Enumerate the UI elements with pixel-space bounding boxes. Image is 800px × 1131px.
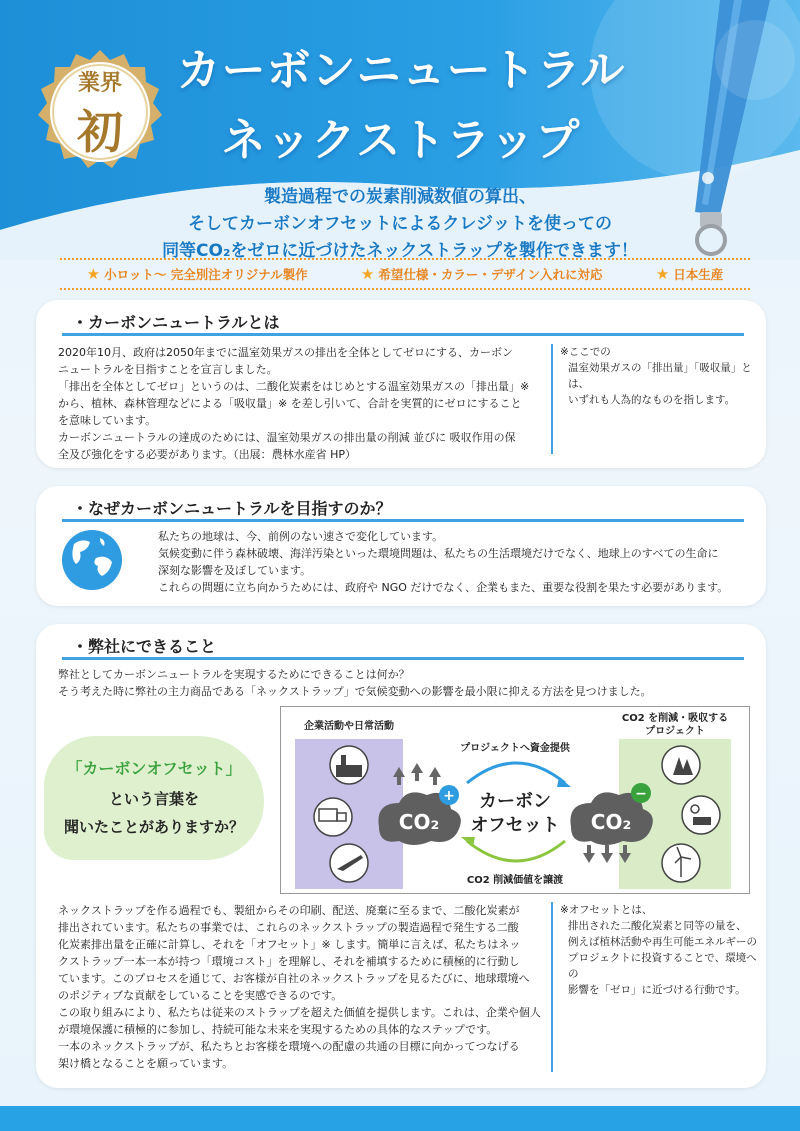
body-line: 化炭素排出量を正確に計算し、それを「オフセット」※ します。簡単に言えば、私たちはネッ [58, 938, 521, 951]
plus-icon: + [443, 788, 455, 804]
subtitle-line: 同等CO₂をゼロに近づけたネックストラップを製作できます！ [162, 241, 638, 261]
note-line: 影響を「ゼロ」に近づける行動です。 [568, 984, 746, 996]
note-line: いずれも人為的なものを指します。 [568, 394, 736, 406]
intro-line: そう考えた時に弊社の主力商品である「ネックストラップ」で気候変動への影響を最小限に抑える方法を見つけました。 [58, 685, 652, 698]
note-line: ※ここでの [560, 346, 611, 358]
divider [551, 344, 553, 454]
earth-icon [60, 528, 124, 592]
star-icon: ★ [360, 265, 375, 283]
body-line: 気候変動に伴う森林破壊、海洋汚染といった環境問題は、私たちの生活環境だけでなく、地球上のすべての生命に [158, 547, 719, 560]
body-line: 全及び強化をする必要があります。（出展：農林水産省 HP） [58, 448, 357, 461]
body-line: 深刻な影響を及ぼしています。 [158, 564, 312, 577]
arrow-head-icon [461, 837, 475, 847]
section-carbon-neutral [36, 300, 766, 468]
section-heading: ・なぜカーボンニュートラルを目指すのか？ [62, 496, 744, 522]
body-line: 一本のネックストラップが、私たちとお客様を環境への配慮の共通の目標に向かってつなげる [58, 1040, 520, 1053]
body-line: クストラップ一本一本が持つ「環境コスト」を理解し、それを補填するために積極的に行動し [58, 955, 520, 968]
section-why [36, 486, 766, 606]
minus-icon: − [635, 786, 647, 802]
carbon-offset-diagram [280, 706, 750, 894]
body-line: から、植林、森林管理などによる「吸収量」※ を差し引いて、合計を実質的にゼロにすること [58, 397, 522, 410]
industry-first-badge [36, 48, 164, 176]
page-title [166, 34, 636, 168]
feature-item [87, 265, 308, 283]
feature-list [60, 258, 750, 290]
subtitle [80, 184, 720, 265]
feature-item [656, 265, 723, 283]
body-line: 排出されています。私たちの事業では、これらのネックストラップの製造過程で発生する二酸 [58, 921, 519, 934]
section-intro [58, 666, 748, 700]
right-label-2: プロジェクト [645, 726, 705, 737]
section-body [158, 528, 758, 596]
divider [551, 902, 553, 1072]
star-icon: ★ [655, 265, 670, 283]
body-line: ニュートラルを目指すことを宣言しました。 [58, 363, 278, 376]
feature-label: 小ロット〜 完全別注オリジナル製作 [104, 267, 308, 282]
co2-reduction-cloud [570, 783, 652, 845]
speech-bubble [44, 736, 264, 860]
body-line: この取り組みにより、私たちは従来のストラップを超えた価値を提供します。これは、企業や個人 [58, 1006, 541, 1019]
body-line: を意味しています。 [58, 414, 157, 427]
intro-line: 弊社としてカーボンニュートラルを実現するためにできることは何か？ [58, 668, 410, 681]
speech-line-2: という言葉を [108, 790, 199, 808]
section-body [58, 902, 568, 1072]
footer-bar [0, 1106, 800, 1131]
reduction-arrows [583, 845, 631, 863]
factory-icon [330, 746, 368, 784]
section-note [560, 902, 760, 998]
right-label-1: CO2 を削減・吸収する [621, 713, 729, 724]
body-line: 架け橋となることを願っています。 [58, 1057, 234, 1070]
badge-top-text: 業界 [77, 71, 122, 96]
center-label-2: オフセット [470, 815, 560, 836]
note-line: プロジェクトに投資することで、環境への [568, 952, 757, 980]
body-line: 2020年10月、政府は2050年までに温室効果ガスの排出を全体としてゼロにする、カーボン [58, 346, 513, 359]
section-heading: ・カーボンニュートラルとは [62, 310, 744, 336]
solar-panel-icon [682, 796, 720, 834]
center-label-1: カーボン [479, 791, 551, 812]
body-line: ています。このプロセスを通じて、お客様が自社のネックストラップを見るたびに、地球環境へ [58, 972, 530, 985]
body-line: ネックストラップを作る過程でも、製紐からその印刷、配送、廃棄に至るまで、二酸化炭素が [58, 904, 520, 917]
speech-line-1: 「カーボンオフセット」 [66, 759, 242, 778]
truck-icon [314, 798, 352, 836]
section-note [560, 344, 760, 408]
body-line: カーボンニュートラルの達成のためには、温室効果ガスの排出量の削減 並びに 吸収作用の保 [58, 431, 516, 444]
title-line-1: カーボンニュートラル [176, 45, 626, 96]
star-icon: ★ [86, 265, 101, 283]
airplane-icon [330, 844, 368, 882]
subtitle-line: そしてカーボンオフセットによるクレジットを使っての [188, 214, 612, 234]
note-line: 排出された二酸化炭素と同等の量を、 [568, 920, 747, 932]
arrow-head-icon [557, 777, 571, 787]
subtitle-line: 製造過程での炭素削減数値の算出、 [264, 187, 536, 207]
co2-label-right: CO₂ [590, 810, 632, 834]
feature-label: 希望仕様・カラー・デザイン入れに対応 [378, 267, 603, 282]
badge-main-text: 初 [77, 105, 123, 159]
section-body [58, 344, 548, 463]
body-line: 「排出を全体としてゼロ」というのは、二酸化炭素をはじめとする温室効果ガスの「排出量」※ [58, 380, 530, 393]
note-line: ※オフセットとは、 [560, 904, 653, 916]
feature-label: 日本生産 [673, 267, 724, 282]
top-arrow-label: プロジェクトへ資金提供 [460, 743, 570, 754]
note-line: 例えば植林活動や再生可能エネルギーの [568, 936, 757, 948]
note-line: 温室効果ガスの「排出量」「吸収量」とは、 [568, 362, 752, 390]
forest-icon [662, 746, 700, 784]
feature-item [361, 265, 603, 283]
body-line: これらの問題に立ち向かうためには、政府や NGO だけでなく、企業もまた、重要な役割を果たす必要があります。 [158, 581, 729, 594]
body-line: 私たちの地球は、今、前例のない速さで変化しています。 [158, 530, 444, 543]
wind-turbine-icon [662, 844, 700, 882]
bottom-arrow-label: CO2 削減価値を譲渡 [466, 875, 564, 886]
body-line: が環境保護に積極的に参加し、持続可能な未来を実現するための具体的なステップです。 [58, 1023, 498, 1036]
title-line-2: ネックストラップ [221, 115, 581, 166]
left-label: 企業活動や日常活動 [304, 721, 394, 732]
speech-line-3: 聞いたことがありますか？ [63, 818, 244, 836]
co2-label-left: CO₂ [398, 810, 440, 834]
body-line: のポジティブな貢献をしていることを実感できるのです。 [58, 989, 343, 1002]
section-heading: ・弊社にできること [62, 634, 744, 660]
